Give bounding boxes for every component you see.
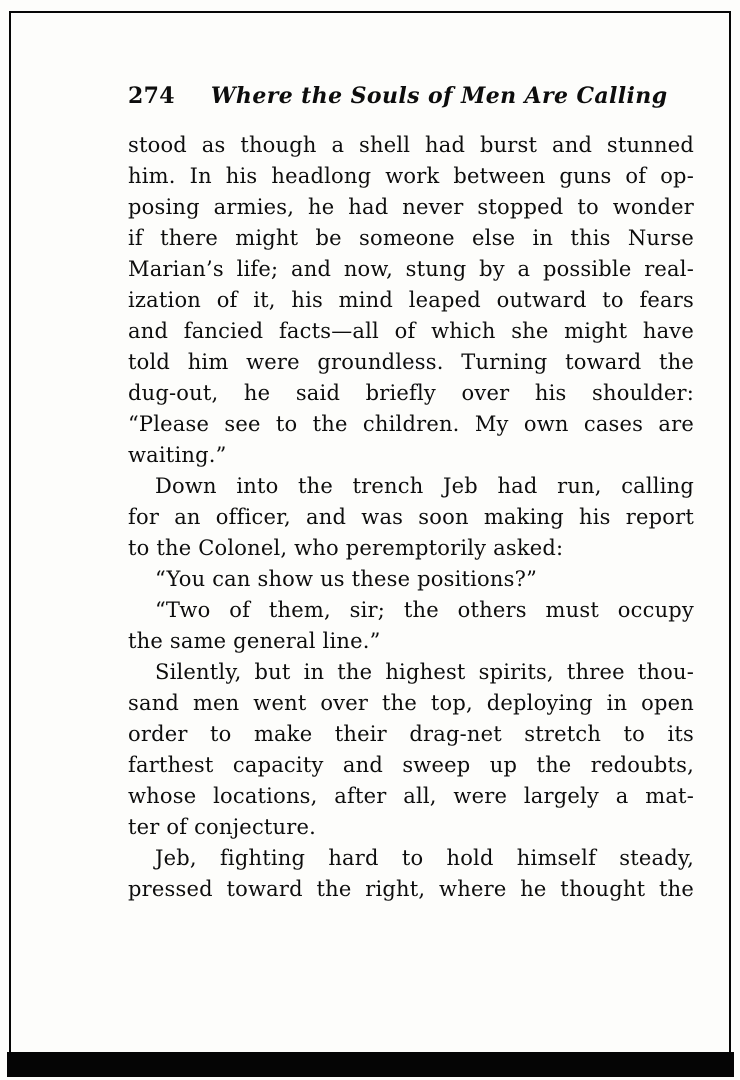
paragraph [128, 564, 694, 595]
text-line: “Please see to the children. My own cases are [128, 412, 694, 436]
text-line: ter of conjecture. [128, 815, 317, 839]
text-line: sand men went over the top, deploying in open [128, 691, 694, 715]
text-line: waiting.” [128, 443, 227, 467]
text-line: pressed toward the right, where he thought the [128, 877, 694, 901]
text-line: told him were groundless. Turning toward the [128, 350, 694, 374]
text-line: ization of it, his mind leaped outward to fears [128, 288, 694, 312]
text-line: Jeb, fighting hard to hold himself steady, [155, 846, 694, 870]
text-line: Down into the trench Jeb had run, calling [155, 474, 694, 498]
text-line: him. In his headlong work between guns of op- [128, 164, 694, 188]
text-line: the same general line.” [128, 629, 381, 653]
text-line: “Two of them, sir; the others must occupy [155, 598, 694, 622]
paragraph [128, 595, 694, 657]
scan-bottom-bar [7, 1052, 734, 1077]
page-header [128, 82, 694, 110]
page-content [128, 82, 694, 905]
text-line: Marian’s life; and now, stung by a possible real- [128, 257, 694, 281]
text-line: to the Colonel, who peremptorily asked: [128, 536, 564, 560]
paragraph [128, 657, 694, 843]
page-body [128, 130, 694, 905]
text-line: for an officer, and was soon making his report [128, 505, 694, 529]
text-line: and fancied facts—all of which she might have [128, 319, 694, 343]
page-number: 274 [128, 83, 175, 109]
text-line: order to make their drag-net stretch to its [128, 722, 694, 746]
text-line: posing armies, he had never stopped to wonder [128, 195, 694, 219]
text-line: farthest capacity and sweep up the redoubts, [128, 753, 694, 777]
text-line: dug-out, he said briefly over his shoulder: [128, 381, 694, 405]
text-line: whose locations, after all, were largely a mat- [128, 784, 694, 808]
paragraph [128, 471, 694, 564]
text-line: Silently, but in the highest spirits, three thou- [155, 660, 694, 684]
paragraph [128, 843, 694, 905]
text-line: “You can show us these positions?” [155, 567, 538, 591]
running-title: Where the Souls of Men Are Calling [210, 83, 668, 109]
text-line: if there might be someone else in this Nurse [128, 226, 694, 250]
text-line: stood as though a shell had burst and stunned [128, 133, 694, 157]
paragraph [128, 130, 694, 471]
